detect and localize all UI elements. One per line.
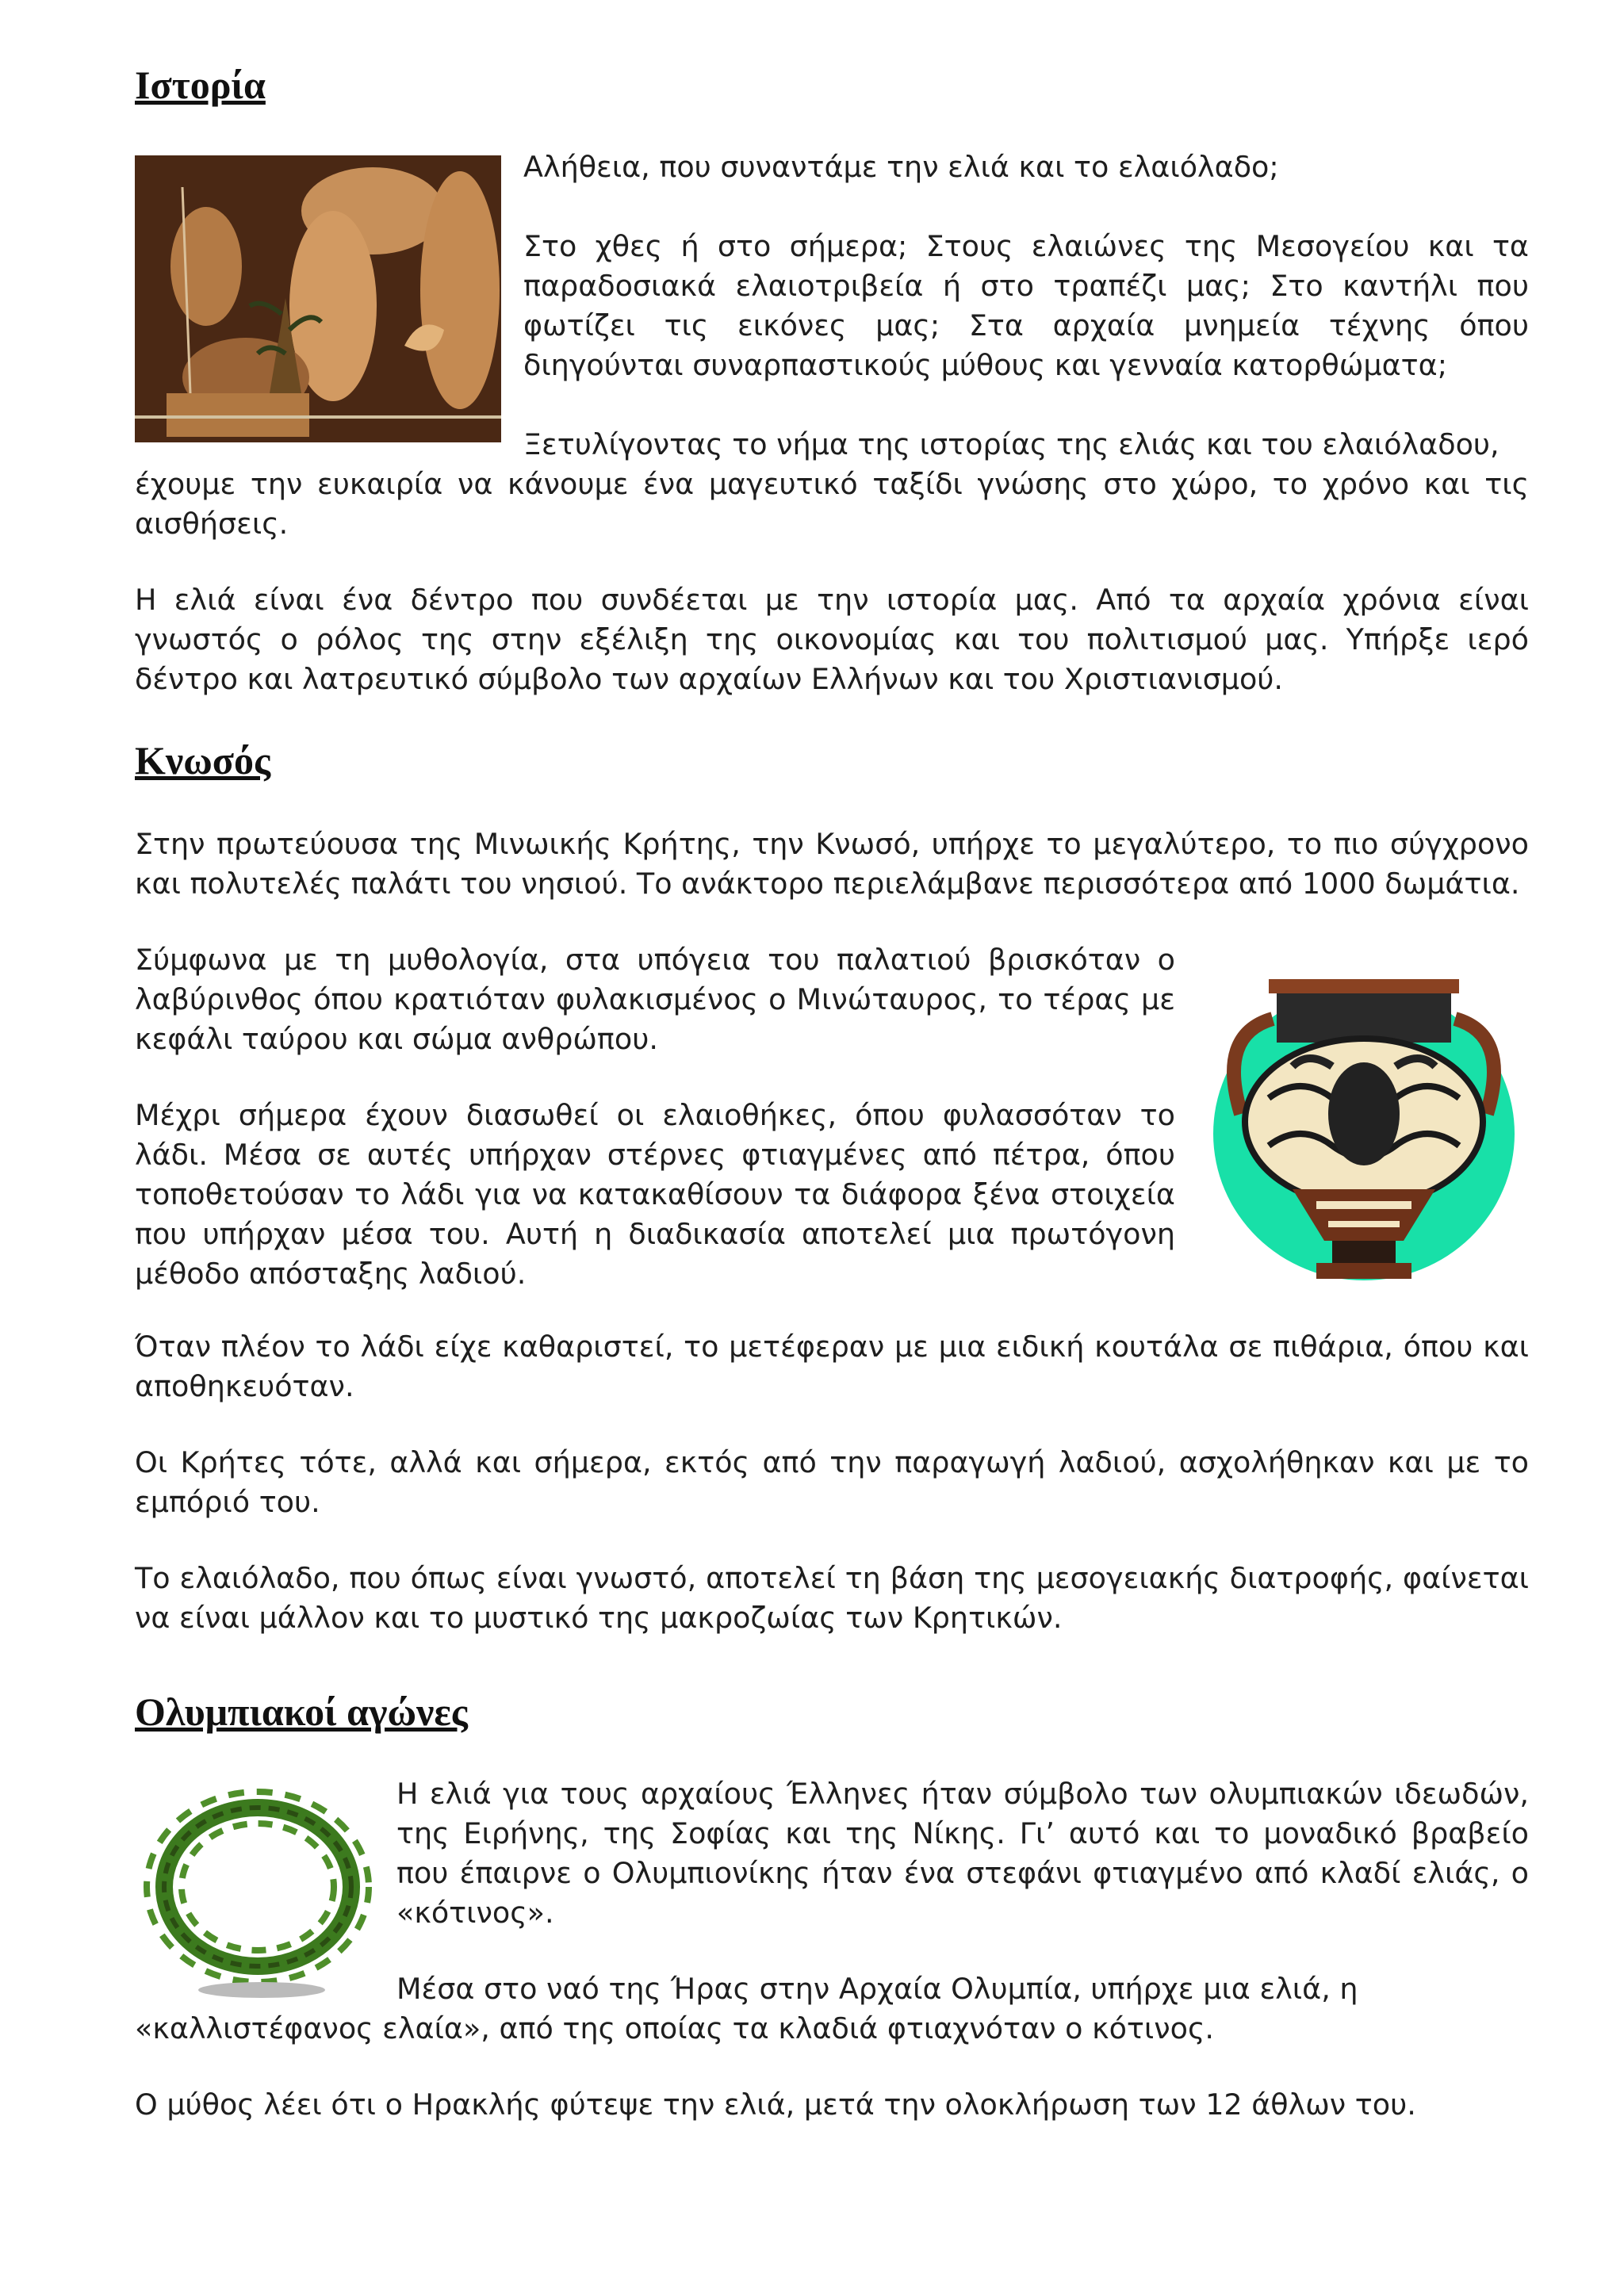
history-paragraph-2: Στο χθες ή στο σήμερα; Στους ελαιώνες της Μεσογείου και τα παραδοσιακά ελαιοτριβεία ή στο τραπέζι μας; Στο καντήλι που φωτίζει τις εικόνες μας; Στα αρχαία μνημεία τέχνης όπου διηγούνται συναρπαστικούς μύθους και γενναία κατορθώματα; [523, 229, 1529, 382]
knossos-paragraph-1: Στην πρωτεύουσα της Μινωικής Κρήτης, την Κνωσό, υπήρχε το μεγαλύτερο, το πιο σύγχρονο και πολυτελές παλάτι του νησιού. Το ανάκτορο περιελάμβανε περισσότερα από 1000 δωμάτια. [135, 827, 1529, 901]
olympics-paragraph-2a: Μέσα στο ναό της Ήρας στην Αρχαία Ολυμπία, υπήρχε μια ελιά, η [396, 1972, 1358, 2006]
olive-wreath-image [135, 1764, 381, 2010]
olympics-paragraph-2b: «καλλιστέφανος ελαία», από της οποίας τα κλαδιά φτιαχνόταν ο κότινος. [135, 2011, 1214, 2045]
knossos-paragraph-5: Οι Κρήτες τότε, αλλά και σήμερα, εκτός από την παραγωγή λαδιού, ασχολήθηκαν και με το εμπόριό του. [135, 1445, 1529, 1519]
olympics-heading: Ολυμπιακοί αγώνες [135, 1689, 468, 1734]
amphora-image [1197, 963, 1530, 1304]
knossos-paragraph-2: Σύμφωνα με τη μυθολογία, στα υπόγεια του παλατιού βρισκόταν ο λαβύρινθος όπου κρατιόταν φυλακισμένος ο Μινώταυρος, το τέρας με κεφάλι ταύρου και σώμα ανθρώπου. [135, 943, 1175, 1056]
history-heading: Ιστορία [135, 63, 266, 107]
vase-painting-image [135, 155, 501, 442]
knossos-paragraph-6: Το ελαιόλαδο, που όπως είναι γνωστό, αποτελεί τη βάση της μεσογειακής διατροφής, φαίνεται να είναι μάλλον και το μυστικό της μακροζωίας των Κρητικών. [135, 1561, 1529, 1635]
knossos-paragraph-4: Όταν πλέον το λάδι είχε καθαριστεί, το μετέφεραν με μια ειδική κουτάλα σε πιθάρια, όπου και αποθηκευόταν. [135, 1330, 1529, 1403]
olympics-paragraph-3: Ο μύθος λέει ότι ο Ηρακλής φύτεψε την ελιά, μετά την ολοκλήρωση των 12 άθλων του. [135, 2087, 1416, 2122]
history-paragraph-3b: έχουμε την ευκαιρία να κάνουμε ένα μαγευτικό ταξίδι γνώσης στο χώρο, το χρόνο και τις αισθήσεις. [135, 467, 1529, 541]
history-paragraph-1: Αλήθεια, που συναντάμε την ελιά και το ελαιόλαδο; [523, 150, 1279, 184]
history-paragraph-4: Η ελιά είναι ένα δέντρο που συνδέεται με την ιστορία μας. Από τα αρχαία χρόνια είναι γνωστός ο ρόλος της στην εξέλιξη της οικονομίας και του πολιτισμού μας. Υπήρξε ιερό δέντρο και λατρευτικό σύμβολο των αρχαίων Ελλήνων και του Χριστιανισμού. [135, 583, 1529, 696]
knossos-heading: Κνωσός [135, 738, 271, 783]
knossos-paragraph-3: Μέχρι σήμερα έχουν διασωθεί οι ελαιοθήκες, όπου φυλασσόταν το λάδι. Μέσα σε αυτές υπήρχαν στέρνες φτιαγμένες από πέτρα, όπου τοποθετούσαν το λάδι για να κατακαθίσουν τα διάφορα ξένα στοιχεία που υπήρχαν μέσα του. Αυτή η διαδικασία αποτελεί μια πρωτόγονη μέθοδο απόσταξης λαδιού. [135, 1098, 1175, 1291]
olympics-paragraph-1: Η ελιά για τους αρχαίους Έλληνες ήταν σύμβολο των ολυμπιακών ιδεωδών, της Ειρήνης, της Σοφίας και της Νίκης. Γι’ αυτό και το μοναδικό βραβείο που έπαιρνε ο Ολυμπιονίκης ήταν ένα στεφάνι φτιαγμένο από κλαδί ελιάς, ο «κότινος». [396, 1777, 1529, 1930]
history-paragraph-3a: Ξετυλίγοντας το νήμα της ιστορίας της ελιάς και του ελαιόλαδου, [523, 427, 1500, 461]
